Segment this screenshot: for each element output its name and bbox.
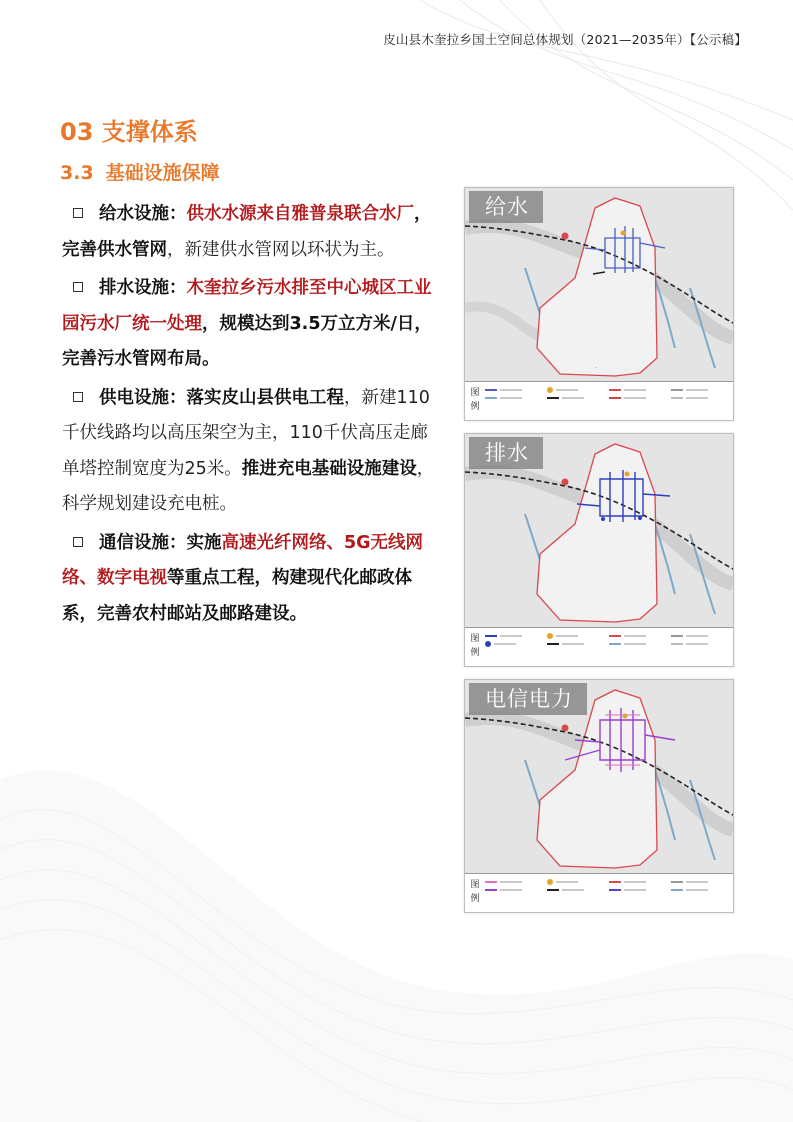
power-label: 供电设施： bbox=[99, 387, 187, 408]
water-supply-highlight: 供水水源来自雅普泉联合水厂 bbox=[186, 204, 414, 224]
map-panel-drainage bbox=[464, 433, 734, 667]
body-text bbox=[62, 197, 442, 635]
power-text-2: ，科学规划建设充电桩。 bbox=[62, 458, 435, 514]
square-bullet-icon bbox=[73, 208, 83, 218]
paragraph-drainage bbox=[62, 271, 442, 378]
square-bullet-icon bbox=[73, 282, 83, 292]
telecom-highlight: 高速光纤网络、5G无线网络、数字电视 bbox=[62, 532, 424, 588]
legend-items bbox=[485, 878, 729, 909]
map-panel-power-telecom bbox=[464, 679, 734, 913]
water-supply-text: ，新建供水管网以环状为主。 bbox=[167, 239, 395, 260]
section-title: 03 支撑体系 bbox=[60, 118, 198, 146]
drainage-highlight: 木奎拉乡污水排至中心城区工业园污水厂统一处理 bbox=[62, 278, 432, 334]
map-label: 电信电力 bbox=[469, 683, 587, 715]
paragraph-power bbox=[62, 381, 442, 523]
power-bold-1: 落实皮山县供电工程 bbox=[186, 387, 344, 408]
legend-title: 图例 bbox=[470, 388, 480, 412]
drainage-bold: ，规模达到3.5万立方米/日，完善污水管网布局。 bbox=[62, 313, 432, 369]
map-legend bbox=[465, 627, 733, 666]
power-text-1: ，新建110千伏线路均以高压架空为主，110千伏高压走廊单塔控制宽度为25米。 bbox=[62, 387, 430, 479]
map-label: 排水 bbox=[469, 437, 543, 469]
paragraph-telecom bbox=[62, 526, 442, 633]
svg-text:·: · bbox=[595, 365, 597, 372]
subsection-title bbox=[60, 158, 220, 185]
subsection-number: 3.3 bbox=[60, 162, 94, 184]
legend-title: 图例 bbox=[470, 634, 480, 658]
map-label: 给水 bbox=[469, 191, 543, 223]
subsection-heading: 基础设施保障 bbox=[105, 162, 220, 184]
legend-items bbox=[485, 632, 729, 663]
telecom-bold-2: 等重点工程，构建现代化邮政体系，完善农村邮站及邮路建设。 bbox=[62, 568, 412, 624]
map-legend bbox=[465, 381, 733, 420]
square-bullet-icon bbox=[73, 537, 83, 547]
document-header: 皮山县木奎拉乡国土空间总体规划（2021—2035年）【公示稿】 bbox=[383, 32, 747, 47]
paragraph-water-supply bbox=[62, 197, 442, 268]
legend-items bbox=[485, 386, 729, 417]
water-supply-bold: ，完善供水管网 bbox=[62, 204, 432, 260]
map-panel-water-supply bbox=[464, 187, 734, 421]
drainage-label: 排水设施： bbox=[99, 278, 187, 298]
map-legend bbox=[465, 873, 733, 912]
legend-title: 图例 bbox=[470, 880, 480, 904]
telecom-label: 通信设施： bbox=[99, 532, 187, 553]
power-bold-2: 推进充电基础设施建设 bbox=[241, 458, 417, 479]
square-bullet-icon bbox=[73, 392, 83, 402]
water-supply-label: 给水设施： bbox=[99, 204, 187, 224]
telecom-bold-1: 实施 bbox=[186, 532, 222, 553]
